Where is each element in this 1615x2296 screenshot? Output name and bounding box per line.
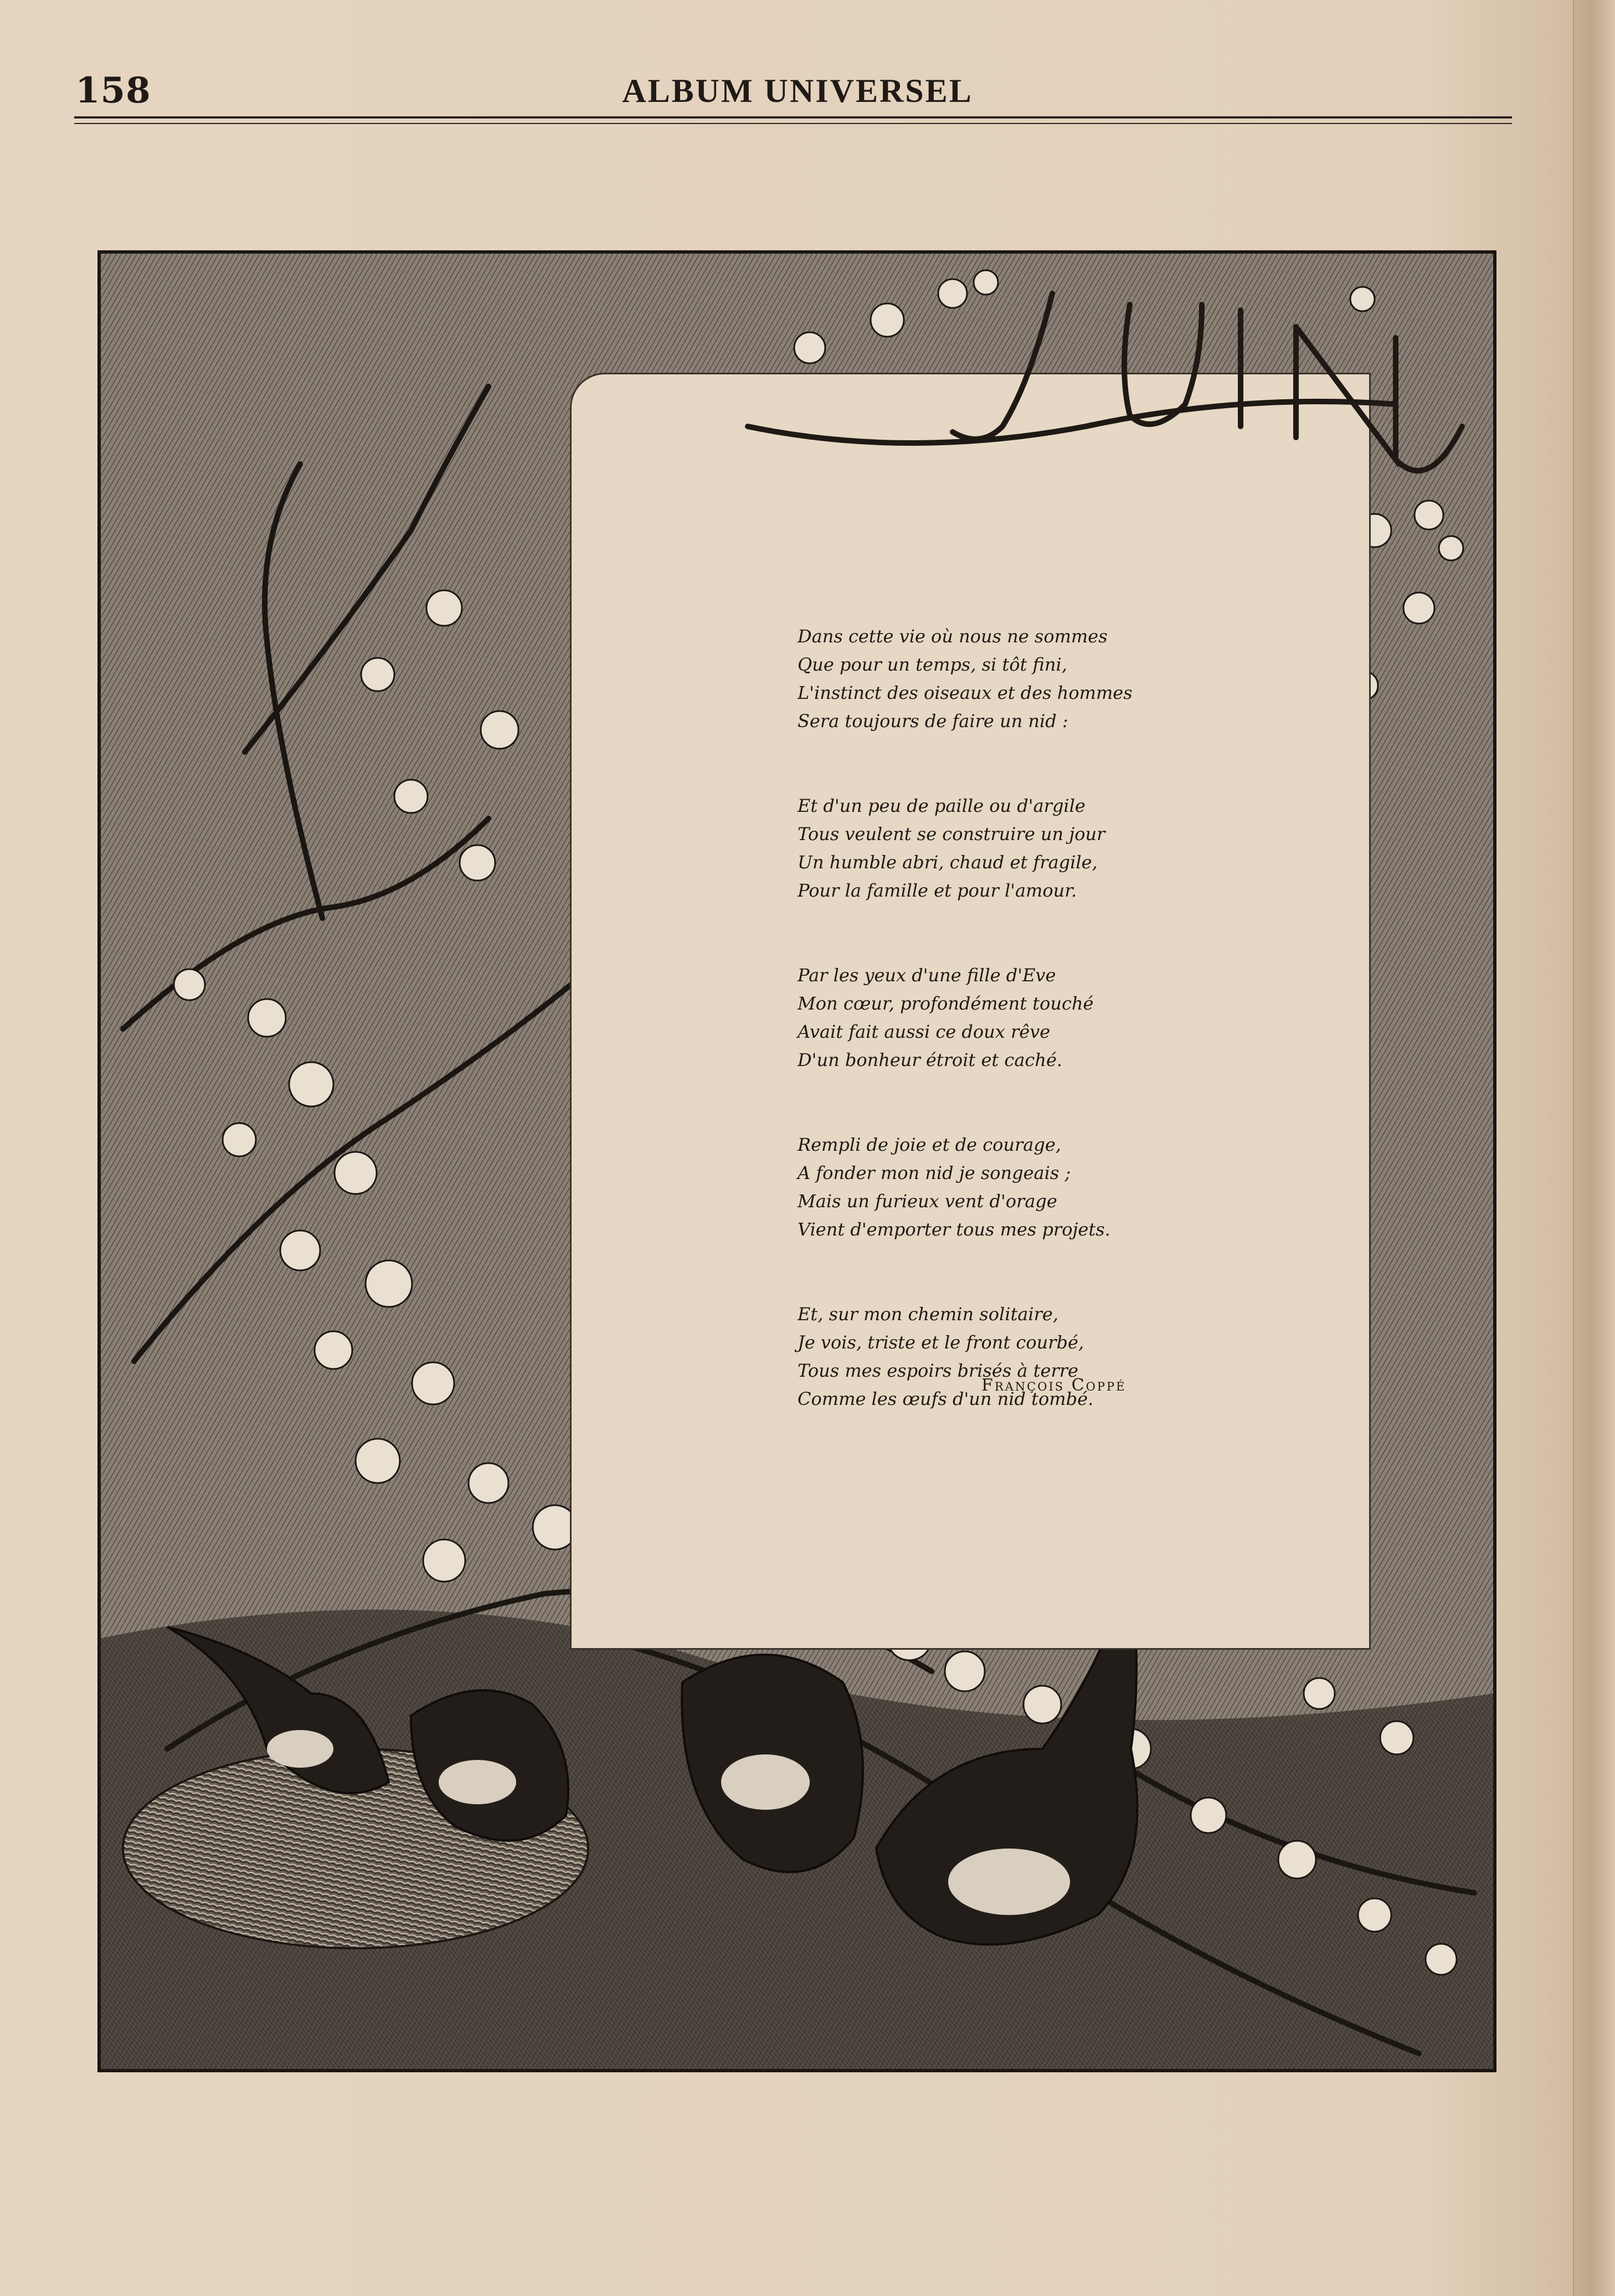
juin-title-lettering [742, 260, 1479, 570]
poem-line: Et d'un peu de paille ou d'argile [798, 795, 1086, 816]
header-rule [74, 116, 1512, 119]
header-rule-thin [74, 123, 1512, 124]
poem-line: Rempli de joie et de courage, [798, 1134, 1061, 1155]
poem-line: Tous veulent se construire un jour [798, 823, 1105, 845]
poem-line: Avait fait aussi ce doux rêve [798, 1021, 1051, 1042]
poem-line: Un humble abri, chaud et fragile, [798, 852, 1098, 873]
poem-line: D'un bonheur étroit et caché. [798, 1049, 1063, 1070]
poem-line: Je vois, triste et le front courbé, [798, 1332, 1084, 1353]
poem-line: Comme les œufs d'un nid tombé. [798, 1388, 1094, 1409]
poem-line: Pour la famille et pour l'amour. [798, 880, 1077, 901]
stanza [798, 1131, 1296, 1244]
poem [798, 622, 1296, 1470]
poem-line: Mon cœur, profondément touché [798, 993, 1094, 1014]
poem-line: L'instinct des oiseaux et des hommes [798, 682, 1133, 703]
stanza [798, 961, 1296, 1074]
poem-line: Et, sur mon chemin solitaire, [798, 1304, 1059, 1325]
poem-line: A fonder mon nid je songeais ; [798, 1162, 1071, 1183]
poem-line: Que pour un temps, si tôt fini, [798, 654, 1067, 675]
stanza [798, 622, 1296, 735]
stanza [798, 792, 1296, 905]
book-gutter [1573, 0, 1615, 2296]
page-number: 158 [75, 70, 151, 111]
poem-line: Dans cette vie où nous ne sommes [798, 626, 1108, 647]
poem-line: Mais un furieux vent d'orage [798, 1191, 1057, 1212]
poem-line: Vient d'emporter tous mes projets. [798, 1219, 1110, 1240]
poem-line: Par les yeux d'une fille d'Eve [798, 965, 1056, 986]
stanza [798, 1300, 1296, 1413]
publication-title: ALBUM UNIVERSEL [622, 73, 973, 109]
poem-line: Sera toujours de faire un nid : [798, 711, 1068, 732]
poem-author: François Coppé [981, 1376, 1127, 1395]
poem-line: Tous mes espoirs brisés à terre [798, 1360, 1078, 1381]
